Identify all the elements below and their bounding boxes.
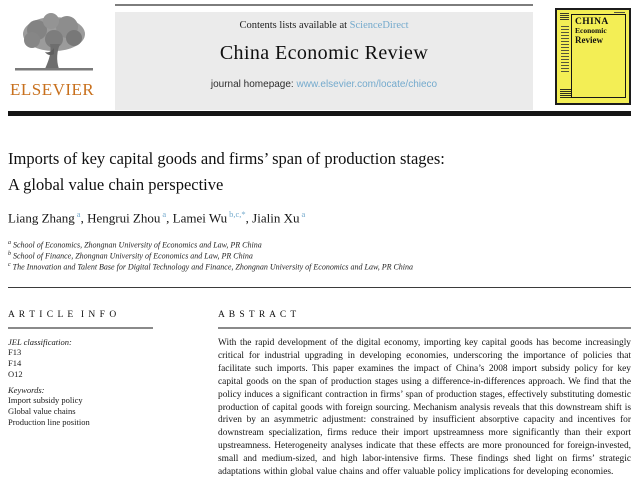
abstract-rule	[218, 327, 631, 329]
keyword: Global value chains	[8, 406, 76, 416]
author-name: Jialin Xu	[252, 210, 300, 226]
abstract-text: With the rapid development of the digital economy, importing key capital goods has become increasingly critical for industrial upgrading in developing economies, underscoring the importance of policies that facilitate such imports. This paper examines the impact of China’s 2008 import subsidy policy for key capital goods on the span of production stages using a difference-in-differences approach. We find that the policy induces a significant contraction in firms’ span of production stages, effectively substituting domestic production of capital goods with foreign sourcing. Mechanism analysis reveals that this downstream shift is driven by an asymmetric adjustment: constrained by insufficient absorptive capacity and incentives for downstream specialization, firms reduce their import upstreamness more significantly than their export upstreamness. Heterogeneity analyses indicate that these effects are more pronounced for foreign-invested, small and medium-sized, and high labor-intensive firms. These findings shed light on firms’ strategic adaptations within global value chains and offer valuable policy implications for developing economies.	[218, 338, 631, 478]
homepage-line	[115, 79, 533, 90]
author-separator: ,	[80, 210, 88, 226]
contents-line-prefix: Contents lists available at	[239, 20, 350, 31]
sciencedirect-link[interactable]: ScienceDirect	[349, 20, 409, 31]
author-affiliation-sup: a	[301, 209, 306, 219]
article-info-rule	[8, 327, 153, 329]
jel-code: O12	[8, 369, 23, 379]
elsevier-tree-icon	[10, 61, 98, 78]
jel-code: F14	[8, 358, 22, 368]
author-separator: ,	[245, 210, 253, 226]
author-name: Lamei Wu	[172, 210, 228, 226]
affiliations	[8, 239, 413, 272]
keywords-label: Keywords:	[8, 385, 45, 395]
affiliation-sup: b	[8, 251, 11, 258]
author-name: Liang Zhang	[8, 210, 75, 226]
affiliation-line	[8, 239, 413, 250]
section-divider-rule	[8, 287, 631, 288]
keyword: Import subsidy policy	[8, 395, 83, 405]
cover-title-box	[571, 14, 626, 98]
affiliation-text: The Innovation and Talent Base for Digital Technology and Finance, Zhongnan University of Economics and Law, PR China	[12, 262, 414, 272]
cover-title-line2: Economic	[575, 26, 607, 35]
cover-decorative-text-corner	[614, 12, 625, 13]
author-name: Hengrui Zhou	[87, 210, 161, 226]
article-title-line1: Imports of key capital goods and firms’ span of production stages:	[8, 149, 445, 168]
article-title	[8, 146, 568, 198]
article-title-line2: A global value chain perspective	[8, 175, 224, 194]
contents-line	[115, 20, 533, 31]
abstract-heading: A B S T R A C T	[218, 310, 298, 320]
author-separator: ,	[166, 210, 173, 226]
affiliation-sup: a	[8, 240, 11, 246]
abstract-section	[218, 310, 631, 479]
affiliation-text: School of Economics, Zhongnan University of Economics and Law, PR China	[13, 240, 262, 250]
author-affiliation-sup: a	[76, 209, 81, 219]
article-info-section	[8, 310, 204, 428]
article-info-heading: A R T I C L E I N F O	[8, 310, 118, 320]
masthead-divider-bar	[8, 111, 631, 116]
journal-cover-thumbnail	[555, 8, 631, 105]
affiliation-text: School of Finance, Zhongnan University of Economics and Law, PR China	[13, 251, 253, 261]
journal-name: China Economic Review	[219, 42, 429, 64]
jel-code: F13	[8, 347, 22, 357]
keyword: Production line position	[8, 417, 90, 427]
author-affiliation-sup: a	[162, 209, 167, 219]
affiliation-sup: c	[8, 262, 11, 269]
masthead-box	[115, 12, 533, 110]
affiliation-line	[8, 261, 413, 272]
cover-title-line1: CHINA	[575, 17, 609, 27]
cover-decorative-text-top	[560, 13, 569, 21]
affiliation-line	[8, 250, 413, 261]
homepage-prefix: journal homepage:	[210, 79, 297, 90]
masthead-top-rule	[115, 4, 533, 6]
elsevier-wordmark: ELSEVIER	[10, 80, 95, 99]
author-line	[8, 209, 305, 226]
elsevier-logo	[10, 12, 104, 100]
cover-decorative-text-side	[561, 26, 569, 74]
cover-title-line3: Review	[575, 35, 603, 45]
jel-classification-label: JEL classification:	[8, 337, 72, 347]
journal-homepage-link[interactable]: www.elsevier.com/locate/chieco	[296, 79, 438, 90]
author-affiliation-sup: b,c,*	[229, 209, 246, 219]
